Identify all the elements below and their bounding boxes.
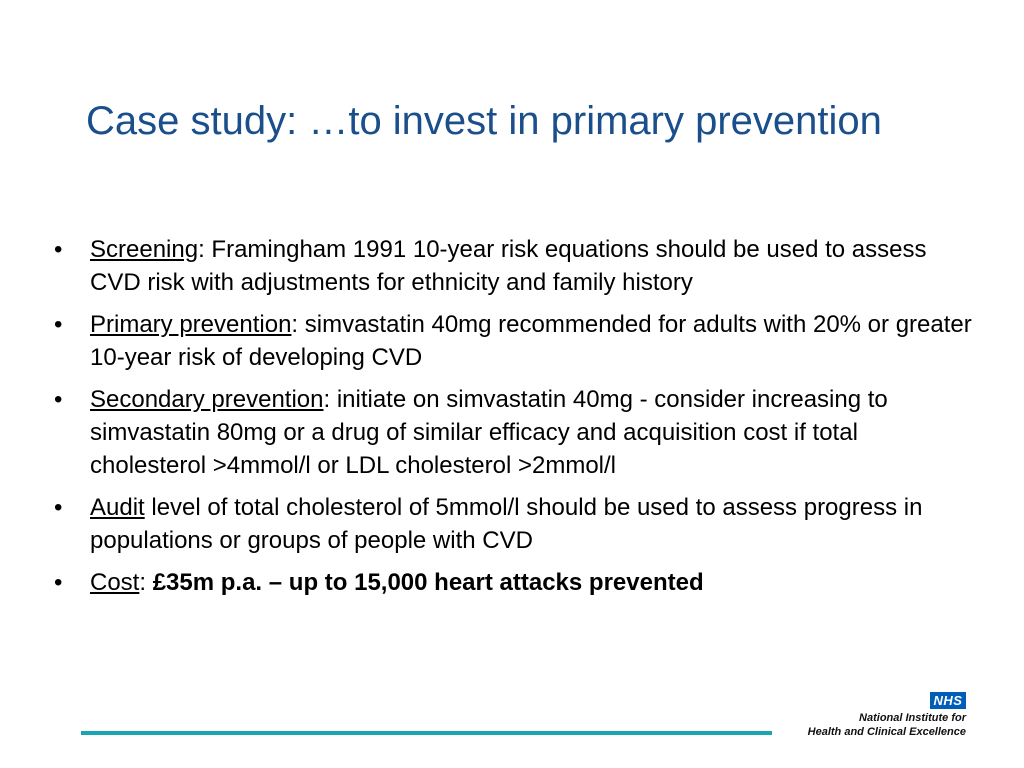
bullet-term: Secondary prevention <box>90 386 324 413</box>
bullet-term: Primary prevention <box>90 311 292 338</box>
bullet-list <box>52 233 972 608</box>
bullet-separator: : <box>198 236 205 263</box>
bullet-term: Audit <box>90 494 145 521</box>
bullet-screening <box>52 233 972 299</box>
bullet-primary-prevention <box>52 308 972 374</box>
bullet-text: Framingham 1991 10-year risk equations should be used to assess CVD risk with adjustments for ethnicity and family history <box>90 236 927 296</box>
footer-rule <box>81 731 772 735</box>
bullet-separator: : <box>291 311 299 338</box>
bullet-audit <box>52 491 972 557</box>
bullet-secondary-prevention <box>52 383 972 482</box>
bullet-marker: • <box>54 236 63 263</box>
bullet-term: Screening <box>90 236 199 263</box>
nice-logo <box>808 692 968 744</box>
bullet-term: Cost <box>90 569 140 596</box>
bullet-text: level of total cholesterol of 5mmol/l should be used to assess progress in populations or groups of people with CVD <box>90 494 923 554</box>
bullet-text: £35m p.a. – up to 15,000 heart attacks prevented <box>152 569 704 596</box>
bullet-marker: • <box>54 386 63 413</box>
bullet-text: initiate on simvastatin 40mg - consider increasing to simvastatin 80mg or a drug of similar efficacy and acquisition cost if total cholesterol >4mmol/l or LDL cholesterol >2mmol/l <box>90 386 888 479</box>
bullet-text: simvastatin 40mg recommended for adults with 20% or greater 10-year risk of developing CVD <box>90 311 972 371</box>
bullet-separator: : <box>139 569 153 596</box>
bullet-marker: • <box>54 569 63 596</box>
bullet-marker: • <box>54 311 63 338</box>
bullet-cost <box>52 566 972 599</box>
bullet-separator: : <box>323 386 331 413</box>
nhs-badge: NHS <box>930 692 966 709</box>
logo-line-1: National Institute for <box>859 712 966 724</box>
bullet-marker: • <box>54 494 63 521</box>
slide-title: Case study: …to invest in primary prevention <box>86 99 882 143</box>
logo-line-2: Health and Clinical Excellence <box>807 726 966 738</box>
